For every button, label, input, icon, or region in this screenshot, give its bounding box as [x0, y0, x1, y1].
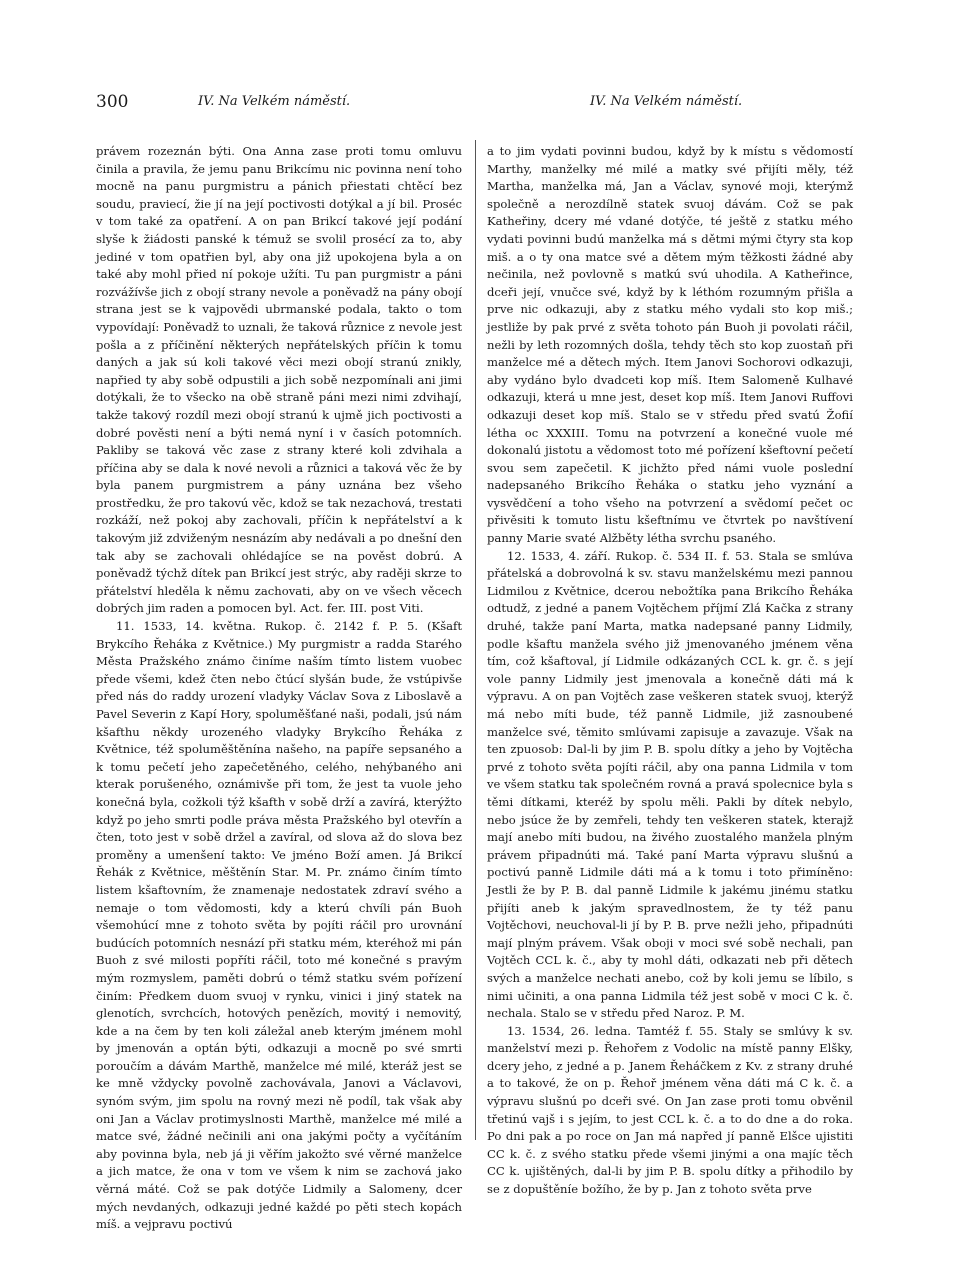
paragraph: a to jim vydati povinni budou, když by k místu s vědomostí Marthy, manželky mé milé a matky své přijíti měly, též Martha, manželka má, Jan a Václav, synové moji, kterýmž společně a nerozdílně statek svuoj dávám. Což se pak Katheřiny, dcery mé vdané dotýče, té ještě z statku mého vydati povinni budú manželka má s dětmi mými čtyry sta kop miš. a o ty ona matce své a dětem mým těžkosti žádné aby nečinila, než povlovně s matkú svú uhodila. A Katheřince, dceři její, vnučce své, když by k léthóm rozumným přišla a prve nic odkazuji, aby z statku mého vydali sto kop miš.; jestliže by pak prvé z světa tohoto pán Buoh ji povolati ráčil, nežli by leth rozomných došla, tehdy těch sto kop zuostaň při manželce mé a dětech mých. Item Janovi Sochorovi odkazuji, aby vydáno bylo dvadceti kop míš. Item Salomeně Kulhavé odkazuji, která u mne jest, deset kop míš. Item Janovi Ruffovi odkazuji deset kop míš. Stalo se v středu před svatú Žofií létha oc XXXIII. Tomu na potvrzení a konečné vuole mé dokonalú jistotu a vědomost toto mé pořízení kšeftovní pečetí svou sem zapečetil. K jichžto před námi vuole poslední nadepsaného Brikcího Řeháka o statku jeho vyznání a vysvědčení a toho všeho na potvrzení a svědomí pečet oc přivěsiti k tomuto listu kšeftnímu ve čtvrtek po navštívení panny Marie svaté Alžběty létha svrchu psaného. — [487, 144, 853, 546]
left-column — [96, 143, 462, 1234]
page-number: 300 — [96, 92, 129, 112]
column-divider — [475, 140, 476, 1140]
paragraph: 12. 1533, 4. září. Rukop. č. 534 II. f. 53. Stala se smlúva přátelská a dobrovolná k sv. stavu manželskému mezi pannou Lidmilou z Květnice, dcerou nebožtíka pana Brikcího Řeháka odtudž, z jedné a panem Vojtěchem příjmí Zlá Kačka z strany druhé, takže paní Marta, matka nadepsané panny Lidmily, podle kšaftu manžela svého již jmenovaného jménem věna tím, což kšaftoval, jí Lidmile odkázaných CCL k. gr. č. s její vole panny Lidmily jest jmenovala a konečně dáti má k výpravu. A on pan Vojtěch zase veškeren statek svuoj, kterýž má nebo míti bude, též panně Lidmile, již zasnoubené manželce své, těmito smlúvami zapisuje a zavazuje. Však na ten zpuosob: Dal-li by jim P. B. spolu dítky a jeho by Vojtěcha prvé z tohoto světa pojíti ráčil, aby ona panna Lidmila v tom ve všem statku tak společném rovná a pravá spolecnice byla s těmi dítkami, kteréž by spolu měli. Pakli by dítek nebylo, nebo jsúce že by zemřeli, tehdy ten veškeren statek, kterajž mají anebo míti budou, na živého zuostalého manžela plným právem připadnúti má. Také paní Marta výpravu slušnú a poctivú panně Lidmile dáti má a k tomu i toto přimíněno: Jestli že by P. B. dal panně Lidmile k jakému jinému statku přijíti aneb k jakým spravedlnostem, že ty též panu Vojtěchovi, neuchoval-li jí by P. B. prve nežli jeho, připadnúti mají plným právem. Však oboji v moci své sobě nechali, pan Vojtěch CCL k. č., aby ty mohl dáti, odkazati neb při dětech svých a manželce nechati anebo, což by koli jemu se líbilo, s nimi učiniti, a ona panna Lidmila též jest sobě v moci C k. č. nechala. Stalo se v středu před Naroz. P. M. — [487, 548, 853, 1021]
right-column — [487, 143, 853, 1199]
running-title-left: IV. Na Velkém náměstí. — [198, 94, 351, 109]
paragraph: právem rozeznán býti. Ona Anna zase proti tomu omluvu činila a pravila, že jemu panu Brikcímu nic povinna není toho mocně na panu purgmistru a pánich přiestati chtěcí bez soudu, praviecí, žie jí na její poctivosti dotýkal a jí bil. Proséc v tom také za opatření. A on pan Brikcí takové její podání slyše k žiádosti panské k témuž se svolil prosécí za to, aby jediné v tom opatřien byl, aby ona již upokojena byla a on také aby mohl přied ní pokoje užíti. Tu pan purgmistr a páni rozvážívše jich z obojí strany nevole a poněvadž na pány obojí strana jest se k vajpovědi ubrmanské podala, takto o tom vypovídají: Poněvadž to uznali, že taková různice z nevole jest pošla a z příčinění některých nepřátelských příčin k tomu daných a jak sú koli takové věci mezi obojí stranú znikly, napřied ty aby sobě odpustili a jich sobě nezpomínali ani jimi dotýkali, že to všecko na obě straně páni mezi nimi zdvihají, takže takový rozdíl mezi obojí stranú k ujmě jich poctivosti a dobré pověsti není a býti nemá nyní i v časích potomních. Pakliby se taková věc zase z strany které koli zdvihala a příčina aby se dala k nové nevoli a různici a taková věc že by byla panem purgmistrem a pány uznána bez všeho prostředku, že pro takovú věc, kdož se tak nezachová, trestati rozkáží, než pokoj aby zachovali, příčin k nepřátelství a k takovým již zdviženým nesnázím aby nedávali a po dnešní den tak aby se zachovali ohlédajíce se na pověst dobrú. A poněvadž týchž dítek pan Brikcí jest strýc, aby raději skrze to přátelství hleděla k němu zachovati, aby on ve všech věcech dobrých jim raden a pomocen byl. Act. fer. III. post Viti. — [96, 144, 462, 616]
running-header — [96, 92, 866, 116]
paragraph: 11. 1533, 14. května. Rukop. č. 2142 f. P. 5. (Kšaft Brykcího Řeháka z Květnice.) My purgmistr a radda Starého Města Pražského známo činíme naším tímto listem vuobec přede všemi, kdež čten nebo čtúcí slyšán bude, že vstúpivše před nás do raddy urození vladyky Václav Sova z Liboslavě a Pavel Severin z Kapí Hory, spoluměšťané naši, podali, jsú nám kšafthu někdy urozeného vladyky Brykcího Řeháka z Květnice, též spoluměštěnína našeho, na papíře sepsaného a k tomu pečetí jeho zapečetěného, celého, nehýbaného ani kterak porušeného, oznámivše při tom, že jest ta vuole jeho konečná byla, cožkoli týž kšafth v sobě drží a zavírá, kterýžto když po jeho smrti podle práva města Pražského byl otevřín a čten, toto jest v sobě držel a zavíral, od slova až do slova bez proměny a umenšení takto: Ve jméno Boží amen. Já Brikcí Řehák z Květnice, měštěnín Star. M. Pr. známo činím tímto listem kšaftovním, že znamenaje nedostatek zdraví svého a nemaje o tom vědomosti, kdy a kterú chvíli pán Buoh všemohúcí mne z tohoto světa by pojíti ráčil pro urovnání budúcích potomních nesnází při statku mém, kteréhož mi pán Buoh z své milosti popříti ráčil, toto mé konečné s pravým mým rozmyslem, paměti dobrú o témž statku svém pořízení činím: Předkem duom svuoj v rynku, vinici i jiný statek na glenotích, svrchcích, hotových penězích, movitý i nemovitý, kde a na čem by ten koli záležal aneb kterým jménem mohl by jmenován a optán býti, odkazuji a mocně po své smrti poroučím a dávám Marthě, manželce mé milé, kteráž jest se ke mně vždycky povolně zachovávala, Janovi a Václavovi, synóm svým, jim spolu na rovný mezi ně podíl, tak však aby oni Jan a Václav protimyslnosti Marthě, manželce mé milé a matce své, žádné nečinili ani ona jakými počty a vyčítáním aby povinna byla, neb já ji věřím jakožto své věrné manželce a jich matce, že ona v tom ve všem k nim se zachová jako věrná máté. Což se pak dotýče Lidmily a Salomeny, dcer mých nevdaných, odkazuji jedné každé po pěti stech kopách míš. a vejpravu poctivú — [96, 619, 462, 1232]
paragraph: 13. 1534, 26. ledna. Tamtéž f. 55. Staly se smlúvy k sv. manželství mezi p. Řehořem z Vodolic na místě panny Elšky, dcery jeho, z jedné a p. Janem Řeháčkem z Kv. z strany druhé a to takové, že on p. Řehoř jménem věna dáti má C k. č. a výpravu slušnú po dceři své. On Jan zase proti tomu obvěnil třetinú vajš i s jejím, to jest CCL k. č. a to do dne a do roka. Po dni pak a po roce on Jan má napřed jí panně Elšce ujistiti CC k. č. z svého statku přede všemi jinými a ona majíc těch CC k. ujištěných, dal-li by jim P. B. spolu dítky a přihodilo by se z dopuštěníe božího, že by p. Jan z tohoto světa prve — [487, 1023, 853, 1197]
running-title-right: IV. Na Velkém náměstí. — [590, 94, 743, 109]
